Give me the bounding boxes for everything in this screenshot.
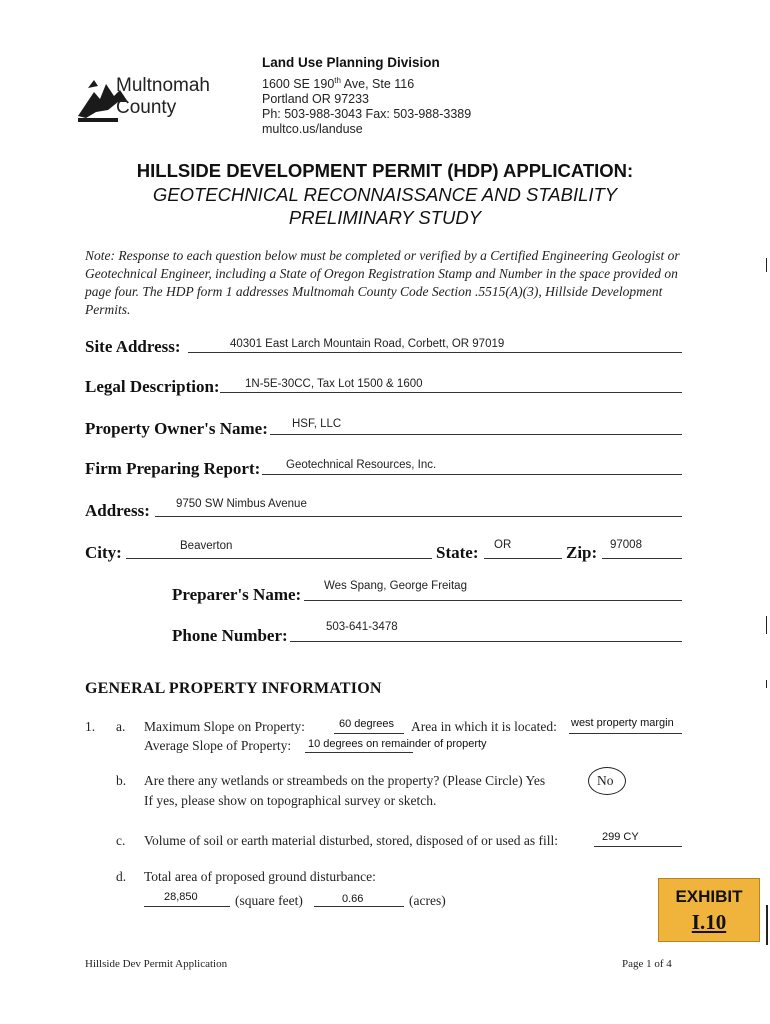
legal-description-label: Legal Description: [85,377,220,396]
question-b-letter: b. [116,773,127,788]
max-slope-line [334,733,404,734]
square-feet-unit: (square feet) [235,893,303,908]
site-address-label: Site Address: [85,337,181,356]
average-slope-text: Average Slope of Property: [144,738,292,753]
firm-label: Firm Preparing Report: [85,459,261,478]
disturbance-sqft-line [144,906,230,907]
firm-line [262,474,682,475]
state-line [484,558,562,559]
section-title: GENERAL PROPERTY INFORMATION [85,680,382,697]
question-b-text: Are there any wetlands or streambeds on the property? (Please Circle) Yes [144,773,546,788]
org-name [116,75,210,119]
average-slope-line [305,752,413,753]
zip-value[interactable]: 97008 [610,539,642,551]
footer-page-number: Page 1 of 4 [622,958,672,970]
zip-line [602,558,682,559]
org-name-line2: County [116,97,177,118]
phone-label: Phone Number: [172,626,288,645]
margin-mark [766,616,767,634]
question-a-area-text: Area in which it is located: [411,719,557,734]
fill-volume-line [594,846,682,847]
owner-name-label: Property Owner's Name: [85,419,268,438]
site-address-line [188,352,682,353]
average-slope-value[interactable]: 10 degrees on remainder of property [308,738,487,750]
question-b-note: If yes, please show on topographical survey or sketch. [144,793,437,808]
phone-value[interactable]: 503-641-3478 [326,621,398,633]
site-address-value[interactable]: 40301 East Larch Mountain Road, Corbett, OR 97019 [230,338,505,350]
division-name: Land Use Planning Division [262,55,440,70]
no-answer: No [597,773,614,788]
form-subtitle-line1: GEOTECHNICAL RECONNAISSANCE AND STABILITY [152,184,618,205]
question-d-letter: d. [116,869,127,884]
fill-volume-value[interactable]: 299 CY [602,831,639,843]
question-c-letter: c. [116,833,126,848]
disturbance-acres-line [314,906,404,907]
exhibit-label: EXHIBIT [675,887,743,906]
legal-description-line [220,392,682,393]
address-value[interactable]: 9750 SW Nimbus Avenue [176,498,307,510]
street-address: 1600 SE 190th Ave, Ste 116 [262,76,415,92]
disturbance-sqft-value[interactable]: 28,850 [164,891,198,903]
margin-mark [766,680,767,688]
question-c-text: Volume of soil or earth material disturbed, stored, disposed of or used as fill: [144,833,559,848]
exhibit-stamp [658,878,760,942]
legal-description-value[interactable]: 1N-5E-30CC, Tax Lot 1500 & 1600 [245,378,423,390]
question-d-text: Total area of proposed ground disturbance: [144,869,376,884]
phone-line [290,641,682,642]
slope-area-line [569,733,682,734]
question-number: 1. [85,719,96,734]
no-answer-circle [588,767,626,795]
zip-label: Zip: [566,543,598,562]
preparer-label: Preparer's Name: [172,585,302,604]
exhibit-number: I.10 [691,910,727,934]
contact-block [262,73,471,137]
instruction-note: Note: Response to each question below must be completed or verified by a Certified Engineering Geologist or Geotechnical Engineer, including a State of Oregon Registration Stamp and Number in the space provided on page four. The HDP form 1 addresses Multnomah County Code Section .5515(A)(3), Hillside Development Permits. [85,248,680,317]
footer-form-name: Hillside Dev Permit Application [85,958,228,970]
form-title: HILLSIDE DEVELOPMENT PERMIT (HDP) APPLICATION: [136,160,634,181]
city-line-rule [126,558,432,559]
acres-unit: (acres) [409,893,446,908]
form-subtitle [0,183,770,229]
org-name-line1: Multnomah [116,75,210,96]
form-subtitle-line2: PRELIMINARY STUDY [288,207,482,228]
city-label: City: [85,543,122,562]
max-slope-value[interactable]: 60 degrees [339,718,395,730]
phone-fax-line: Ph: 503-988-3043 Fax: 503-988-3389 [262,107,472,122]
margin-mark [766,905,768,945]
website-line: multco.us/landuse [262,122,363,137]
city-value[interactable]: Beaverton [180,540,233,552]
state-label: State: [436,543,479,562]
city-line: Portland OR 97233 [262,92,370,107]
address-label: Address: [85,501,150,520]
firm-value[interactable]: Geotechnical Resources, Inc. [286,459,437,471]
owner-name-line [270,434,682,435]
owner-name-value[interactable]: HSF, LLC [292,418,342,430]
margin-mark [766,258,767,272]
question-a-text: Maximum Slope on Property: [144,719,305,734]
disturbance-acres-value[interactable]: 0.66 [342,893,364,905]
slope-area-value[interactable]: west property margin [571,717,674,729]
preparer-value[interactable]: Wes Spang, George Freitag [324,580,467,592]
state-value[interactable]: OR [494,539,512,551]
address-line [155,516,682,517]
preparer-line [304,600,682,601]
question-a-letter: a. [116,719,126,734]
